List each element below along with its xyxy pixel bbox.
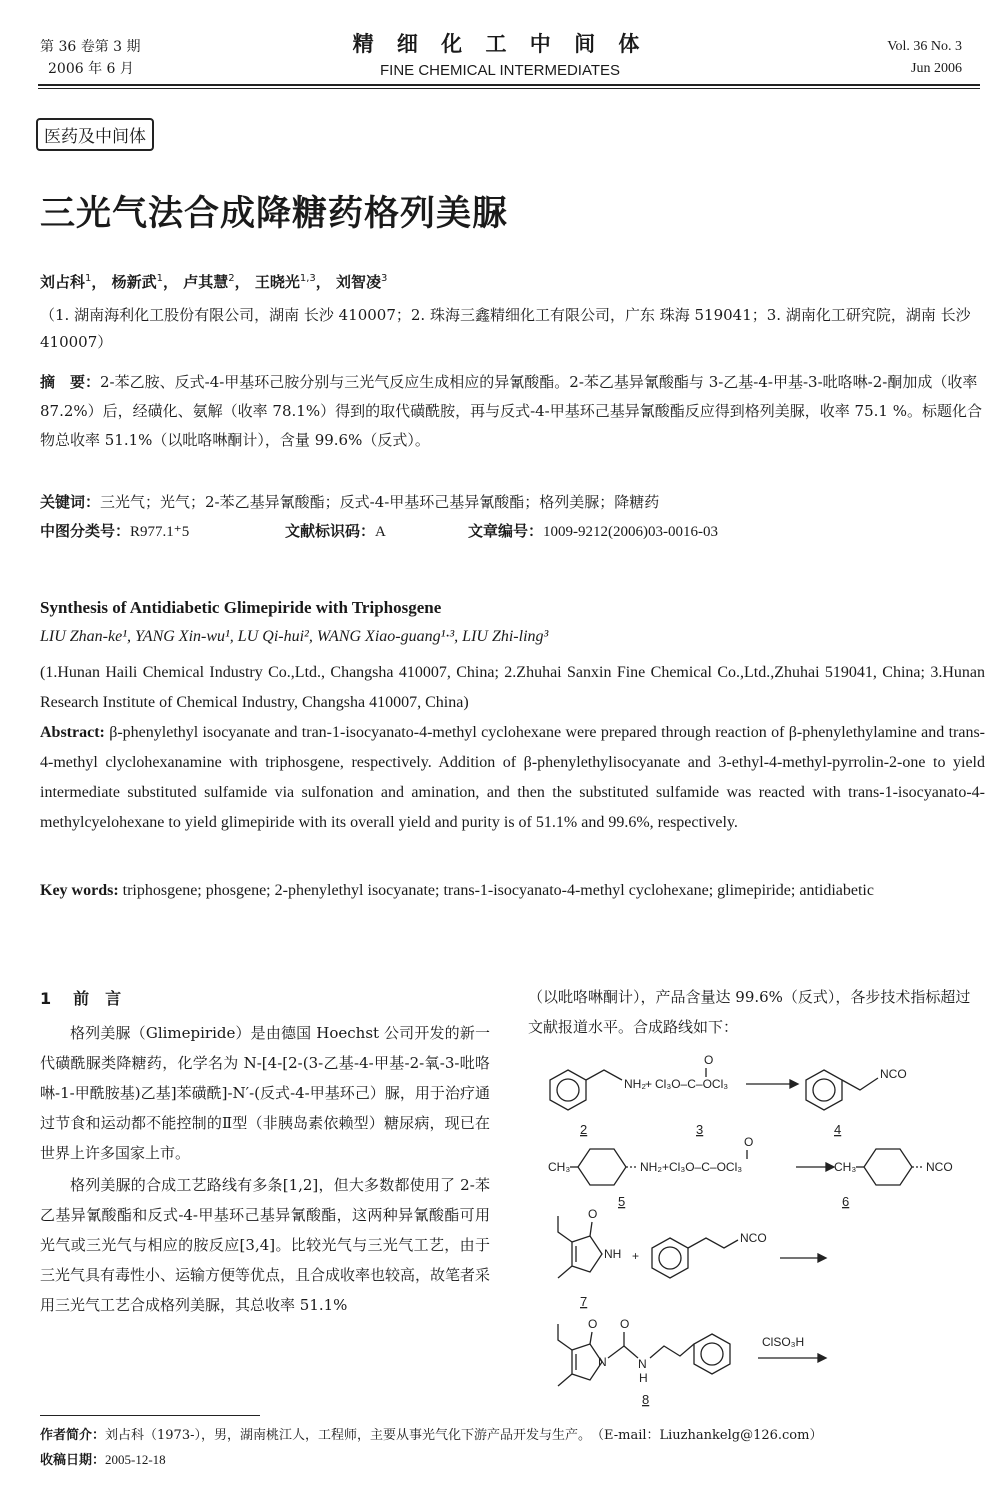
header-issue-en	[887, 36, 962, 80]
carbonyl-bond	[590, 1332, 592, 1344]
scheme-row-1	[550, 1053, 907, 1137]
volume-issue-en: Vol. 36 No. 3	[887, 39, 962, 54]
carbonyl-bond	[590, 1222, 592, 1236]
plus-sign: +	[645, 1077, 653, 1091]
carbonyl-o-label: O	[588, 1207, 598, 1221]
article-number-label: 文章编号：	[468, 522, 544, 540]
amine-reagent-label: NH₂+Cl₃O–C–OCl₃	[640, 1160, 743, 1174]
author-name: 卢其慧	[183, 273, 229, 291]
scheme-row-2	[548, 1135, 953, 1209]
cyclohexane-ring	[864, 1149, 912, 1185]
author-name: 杨新武	[111, 273, 157, 291]
received-date-label: 收稿日期：	[40, 1453, 106, 1468]
keywords-en-text: triphosgene; phosgene; 2-phenylethyl isocyanate; trans-1-isocyanato-4-methyl cyclohexane; glimepiride; antidiabetic	[118, 882, 874, 899]
keywords-en-label: Key words:	[40, 882, 119, 899]
aromatic-circle	[701, 1343, 723, 1365]
aromatic-circle	[659, 1247, 681, 1269]
scheme-row-3	[558, 1207, 826, 1309]
header-issue-cn	[40, 36, 141, 80]
methyl-bond	[558, 1266, 572, 1278]
amide-bond	[608, 1346, 624, 1358]
reagent-label: ClSO₃H	[762, 1335, 805, 1349]
carbonyl-o-label: O	[588, 1317, 598, 1331]
triphosgene-label: Cl₃O–C–OCl₃	[655, 1077, 729, 1091]
doc-code-label: 文献标识码：	[285, 522, 376, 540]
ethyl-group	[558, 1216, 572, 1242]
section-title: 前 言	[73, 989, 122, 1008]
compound-number: 8	[642, 1392, 650, 1407]
benzene-ring	[694, 1334, 730, 1374]
author-sup: 1,3	[299, 273, 316, 284]
author-sup: 1	[156, 273, 164, 284]
section-heading	[40, 986, 121, 1009]
body-column-right	[528, 982, 984, 1042]
compound-number: 4	[834, 1122, 842, 1137]
header-rule	[38, 84, 980, 86]
amide-n-label: N	[638, 1357, 647, 1371]
article-title-cn: 三光气法合成降糖药格列美脲	[40, 194, 509, 234]
clc-label: 中图分类号：	[40, 522, 131, 540]
amide-bond	[624, 1346, 638, 1358]
synthesis-scheme	[528, 1050, 988, 1410]
author-name: 刘占科	[40, 273, 86, 291]
plus-sign: +	[632, 1249, 640, 1263]
isocyanate-label: NCO	[926, 1160, 953, 1174]
arrow-head	[818, 1254, 826, 1262]
author-sup: 2	[228, 273, 235, 284]
ethyl-chain	[586, 1070, 622, 1080]
isocyanate-label: NCO	[880, 1067, 907, 1081]
methyl-bond	[558, 1374, 572, 1386]
aromatic-circle	[813, 1079, 835, 1101]
arrow-head	[826, 1163, 834, 1171]
abstract-en	[40, 718, 985, 838]
ring-n-label: N	[598, 1355, 607, 1369]
journal-name	[300, 28, 700, 79]
arrow-head	[818, 1354, 826, 1362]
authors-cn: 刘占科$^1$， 杨新武$^1$， 卢其慧$^2$， 王晓光$^{1,3}$， 刘智凌$^3$	[40, 273, 388, 291]
classification-line	[40, 520, 985, 541]
body-paragraph: （以吡咯啉酮计），产品含量达 99.6%（反式），各步技术指标超过文献报道水平。合成路线如下：	[528, 988, 971, 1036]
article-title-en: Synthesis of Antidiabetic Glimepiride with Triphosgene	[40, 598, 442, 617]
journal-title-en: FINE CHEMICAL INTERMEDIATES	[379, 62, 621, 79]
keywords-cn	[40, 488, 985, 517]
ethyl-group	[558, 1324, 572, 1350]
author-sup: 3	[381, 273, 388, 284]
compound-number: 7	[580, 1294, 588, 1309]
author-bio-label: 作者简介：	[40, 1428, 106, 1443]
authors-en: LIU Zhan-ke¹, YANG Xin-wu¹, LU Qi-hui², WANG Xiao-guang¹·³, LIU Zhi-ling³	[40, 628, 549, 645]
keywords-cn-text: 三光气；光气；2-苯乙基异氰酸酯；反式-4-甲基环己基异氰酸酯；格列美脲；降糖药	[100, 493, 660, 511]
carbonyl-o-label: O	[620, 1317, 630, 1331]
nh-label: NH	[604, 1247, 622, 1261]
ethyl-chain	[842, 1078, 878, 1090]
benzene-ring	[550, 1070, 586, 1110]
compound-number: 3	[696, 1122, 704, 1137]
section-tag: 医药及中间体	[36, 118, 154, 151]
date-cn: 2006 年 6 月	[48, 61, 134, 77]
arrow-head	[790, 1080, 798, 1088]
compound-number: 2	[580, 1122, 588, 1137]
header-rule-thin	[38, 88, 980, 89]
received-date-value: 2005-12-18	[105, 1452, 166, 1467]
methyl-label: CH₃	[548, 1160, 571, 1174]
methyl-label: CH₃	[834, 1160, 857, 1174]
footnote-rule	[40, 1415, 260, 1416]
article-number-value: 1009-9212(2006)03-0016-03	[543, 524, 718, 540]
doc-code-value: A	[375, 524, 386, 540]
received-date	[40, 1449, 166, 1468]
clc-value: R977.1⁺5	[130, 524, 190, 540]
amide-h-label: H	[639, 1371, 648, 1385]
abstract-en-label: Abstract:	[40, 724, 105, 741]
volume-issue-cn: 第 36 卷第 3 期	[40, 39, 141, 55]
compound-number: 5	[618, 1194, 626, 1209]
author-sup: 1	[85, 273, 92, 284]
carbonyl-o-label: O	[744, 1135, 754, 1149]
carbonyl-o-label: O	[704, 1053, 714, 1067]
aromatic-circle	[557, 1079, 579, 1101]
ethyl-chain	[688, 1238, 738, 1248]
isocyanate-label: NCO	[740, 1231, 767, 1245]
body-paragraph: 格列美脲的合成工艺路线有多条[1,2]，但大多数都使用了 2-苯乙基异氰酸酯和反式-4-甲基环己基异氰酸酯，这两种异氰酸酯可用光气或三光气与相应的胺反应[3,4]。比较光气与三光气工艺，由于三光气具有毒性小、运输方便等优点，且合成收率也较高，故笔者采用三光气工艺合成格列美脲，其总收率 51.1%	[40, 1176, 491, 1314]
abstract-cn	[40, 368, 985, 455]
author-name: 刘智凌	[336, 273, 382, 291]
keywords-cn-label: 关键词：	[40, 493, 101, 511]
compound-number: 6	[842, 1194, 850, 1209]
cyclohexane-ring	[578, 1149, 626, 1185]
journal-title-cn: 精 细 化 工 中 间 体	[352, 32, 648, 56]
date-en: Jun 2006	[911, 61, 962, 76]
author-bio	[40, 1424, 822, 1443]
section-number: 1	[40, 989, 52, 1008]
affiliation-en: (1.Hunan Haili Chemical Industry Co.,Ltd., Changsha 410007, China; 2.Zhuhai Sanxin Fine Chemical Co.,Ltd.,Zhuhai 519041, China; 3.Hunan Research Institute of Chemical Industry, Changsha 410007, China)	[40, 664, 985, 711]
author-bio-text: 刘占科（1973-），男，湖南桃江人，工程师，主要从事光气化下游产品开发与生产。 （E-mail：Liuzhankelg@126.com）	[105, 1428, 823, 1443]
body-column-left	[40, 1018, 490, 1322]
affiliation-cn: （1. 湖南海利化工股份有限公司，湖南 长沙 410007；2. 珠海三鑫精细化工有限公司，广东 珠海 519041；3. 湖南化工研究院，湖南 长沙 410007）	[40, 306, 971, 351]
abstract-cn-label: 摘 要：	[40, 373, 101, 391]
amine-label: NH₂	[624, 1077, 646, 1091]
abstract-cn-text: 2-苯乙胺、反式-4-甲基环己胺分别与三光气反应生成相应的异氰酸酯。2-苯乙基异氰酸酯与 3-乙基-4-甲基-3-吡咯啉-2-酮加成（收率 87.2%）后，经磺化、氨解（收率 78.1%）得到的取代磺酰胺，再与反式-4-甲基环己基异氰酸酯反应得到格列美脲，收率 75.1 %。标题化合物总收率 51.1%（以吡咯啉酮计），含量 99.6%（反式）。	[40, 373, 982, 449]
keywords-en	[40, 876, 985, 906]
body-paragraph: 格列美脲（Glimepiride）是由德国 Hoechst 公司开发的新一代磺酰脲类降糖药，化学名为 N-[4-[2-(3-乙基-4-甲基-2-氧-3-吡咯啉-1-甲酰胺基)乙基]苯磺酰]-N′-(反式-4-甲基环己）脲，用于治疗通过节食和运动都不能控制的Ⅱ型（非胰岛素依赖型）糖尿病，现已在世界上许多国家上市。	[40, 1024, 490, 1162]
benzene-ring	[806, 1070, 842, 1110]
scheme-row-4	[558, 1317, 826, 1407]
author-name: 王晓光	[254, 273, 300, 291]
ethyl-chain	[650, 1344, 694, 1358]
benzene-ring	[652, 1238, 688, 1278]
abstract-en-text: β-phenylethyl isocyanate and tran-1-isocyanato-4-methyl cyclohexane were prepared through reaction of β-phenylethylamine and trans-4-methyl clyclohexanamine with triphosgene, respectively. Addition of β-phenylethylisocyanate and 3-ethyl-4-methyl-pyrrolin-2-one to yield intermediate substituted sulfamide via sulfonation and amination, and then the substituted sulfamide was reacted with trans-1-isocyanato-4-methylcyelohexane to yield glimepiride with its overall yield and purity is of 51.1% and 99.6%, respectively.	[40, 724, 985, 831]
